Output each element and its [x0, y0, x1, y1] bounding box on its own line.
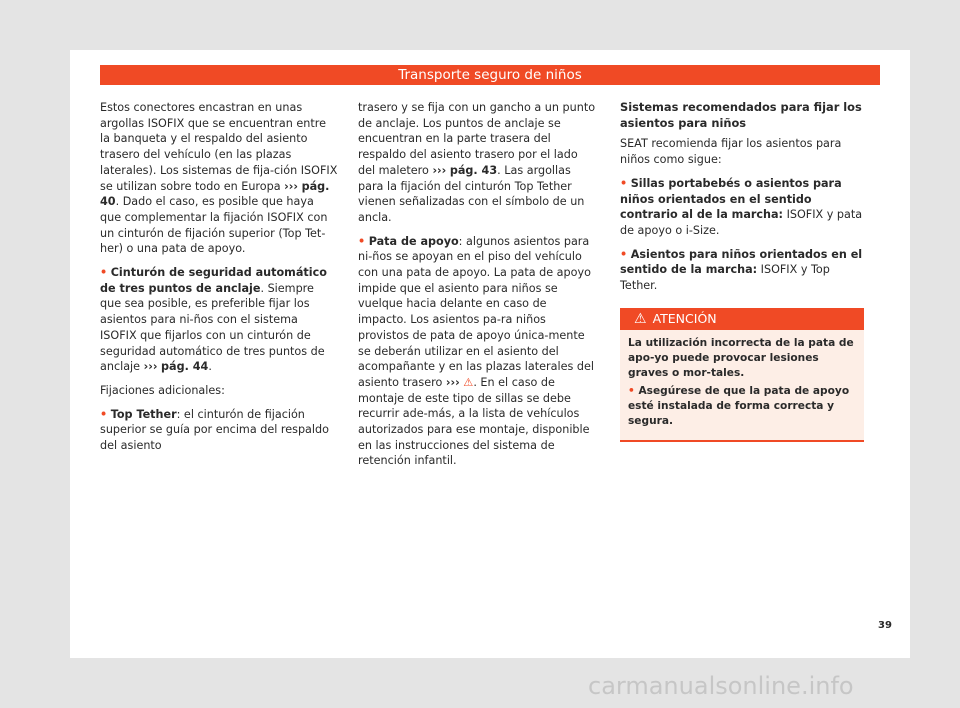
manual-page	[70, 50, 910, 658]
bullet-cinturon: • Cinturón de seguridad automático de tres puntos de anclaje. Siempre que sea posible, es preferible fijar los asientos para ni-ños con el sistema ISOFIX que fijarlos con un cinturón de seguridad automático de tres puntos de anclaje ››› pág. 44.	[100, 266, 327, 374]
bullet-icon: •	[628, 384, 635, 397]
section-header: Transporte seguro de niños	[100, 65, 880, 85]
warning-header	[620, 308, 864, 330]
column-1	[100, 100, 338, 462]
column-3	[620, 100, 864, 442]
ref-arrow: ›››	[445, 375, 460, 389]
column-2	[358, 100, 596, 477]
ref-arrow: ›››	[143, 360, 158, 374]
page-number: 39	[878, 620, 892, 631]
paragraph-fijaciones: Fijaciones adicionales:	[100, 383, 225, 397]
paragraph-anclaje: trasero y se fija con un gancho a un punto de anclaje. Los puntos de anclaje se encuentran en la parte trasera del respaldo del asiento trasero por el lado del maletero ››› pág. 43. Las argollas para la fijación del cinturón Top Tether vienen señalizadas con el símbolo de un ancla.	[358, 101, 596, 224]
warning-icon: ⚠	[634, 310, 647, 327]
warning-text: La utilización incorrecta de la pata de apo-yo puede provocar lesiones graves o mor-tales.	[628, 336, 854, 379]
bullet-sillas-portabebes: • Sillas portabebés o asientos para niños orientados en el sentido contrario al de la marcha: ISOFIX y pata de apoyo o i-Size.	[620, 176, 863, 237]
warning-bullet: • Asegúrese de que la pata de apoyo esté instalada de forma correcta y segura.	[628, 384, 850, 427]
ref-arrow: ›››	[432, 163, 447, 177]
bullet-icon: •	[358, 234, 366, 248]
bullet-icon: •	[100, 407, 108, 421]
page-ref-link[interactable]: pág. 43	[449, 163, 498, 177]
watermark: carmanualsonline.info	[588, 672, 854, 700]
bullet-asientos-marcha: • Asientos para niños orientados en el sentido de la marcha: ISOFIX y Top Tether.	[620, 247, 863, 293]
paragraph-recomienda: SEAT recomienda fijar los asientos para niños como sigue:	[620, 137, 842, 167]
bullet-icon: •	[620, 247, 628, 261]
bullet-pata-apoyo: • Pata de apoyo: algunos asientos para ni-ños se apoyan en el piso del vehículo con una pata de apoyo. La pata de apoyo impide que el asiento para niños se vuelque hacia delante en caso de impacto. Los asientos pa-ra niños provistos de pata de apoyo única-mente se deberán utilizar en el asiento del acompañante y en las plazas laterales del asiento trasero ››› ⚠. En el caso de montaje de este tipo de sillas se debe recurrir ade-más, a la lista de vehículos autorizados para ese montaje, disponible en las instrucciones del sistema de retención infantil.	[358, 234, 594, 468]
ref-arrow: ›››	[284, 179, 298, 193]
paragraph-isofix: Estos conectores encastran en unas argollas ISOFIX que se encuentran entre la banqueta y el respaldo del asiento trasero del vehículo (en las plazas laterales). Los sistemas de fija-ción ISOFIX se utilizan sobre todo en Europa ››› pág. 40. Dado el caso, es posible que haya que complementar la fijación ISOFIX con un cinturón de fijación superior (Top Tet-her) o una pata de apoyo.	[100, 101, 338, 256]
warning-body	[620, 330, 864, 440]
warning-title: ATENCIÓN	[652, 310, 717, 326]
warning-triangle-icon[interactable]: ⚠	[463, 375, 474, 389]
warning-box	[620, 308, 864, 442]
bullet-icon: •	[100, 266, 108, 280]
bullet-icon: •	[620, 176, 628, 190]
page-ref-link[interactable]: pág. 40	[100, 179, 330, 209]
section-heading: Sistemas recomendados para fijar los asientos para niños	[620, 100, 862, 130]
page-ref-link[interactable]: pág. 44	[161, 360, 209, 374]
bullet-top-tether: • Top Tether: el cinturón de fijación superior se guía por encima del respaldo del asiento	[100, 407, 329, 453]
